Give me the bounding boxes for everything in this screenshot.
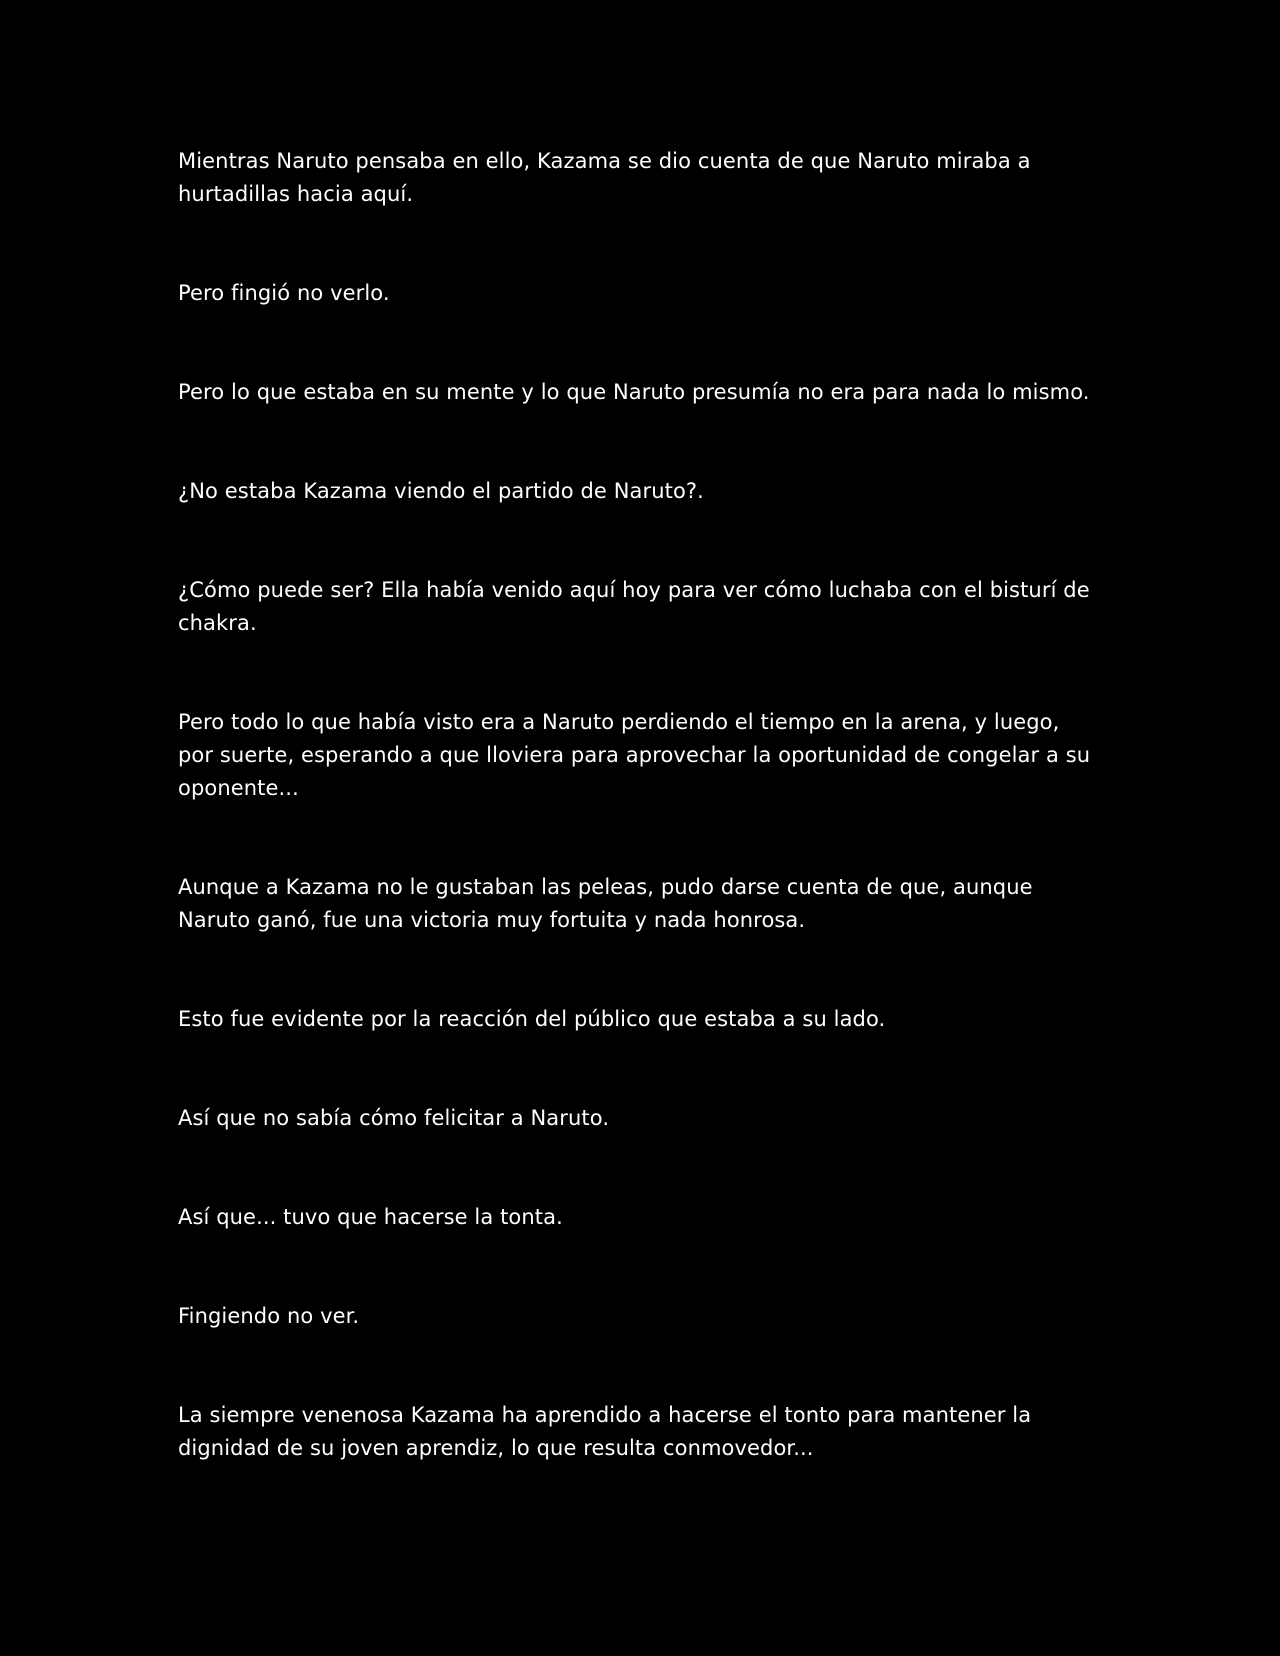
paragraph-6: Pero todo lo que había visto era a Naruto perdiendo el tiempo en la arena, y luego, por suerte, esperando a que lloviera para aprovechar la oportunidad de congelar a su oponente... (178, 710, 1091, 800)
paragraph-8: Esto fue evidente por la reacción del público que estaba a su lado. (178, 1007, 886, 1031)
paragraph-2: Pero fingió no verlo. (178, 281, 390, 305)
paragraph-10: Así que... tuvo que hacerse la tonta. (178, 1205, 563, 1229)
paragraph-4: ¿No estaba Kazama viendo el partido de Naruto?. (178, 479, 704, 503)
paragraph-11: Fingiendo no ver. (178, 1304, 360, 1328)
paragraph-7: Aunque a Kazama no le gustaban las peleas, pudo darse cuenta de que, aunque Naruto ganó, fue una victoria muy fortuita y nada honrosa. (178, 875, 1033, 932)
paragraph-3: Pero lo que estaba en su mente y lo que Naruto presumía no era para nada lo mismo. (178, 380, 1090, 404)
paragraph-1: Mientras Naruto pensaba en ello, Kazama se dio cuenta de que Naruto miraba a hurtadillas hacia aquí. (178, 149, 1031, 206)
document-body (178, 145, 1098, 1531)
paragraph-12: La siempre venenosa Kazama ha aprendido a hacerse el tonto para mantener la dignidad de su joven aprendiz, lo que resulta conmovedor... (178, 1403, 1032, 1460)
paragraph-9: Así que no sabía cómo felicitar a Naruto. (178, 1106, 610, 1130)
paragraph-5: ¿Cómo puede ser? Ella había venido aquí hoy para ver cómo luchaba con el bisturí de chakra. (178, 578, 1090, 635)
